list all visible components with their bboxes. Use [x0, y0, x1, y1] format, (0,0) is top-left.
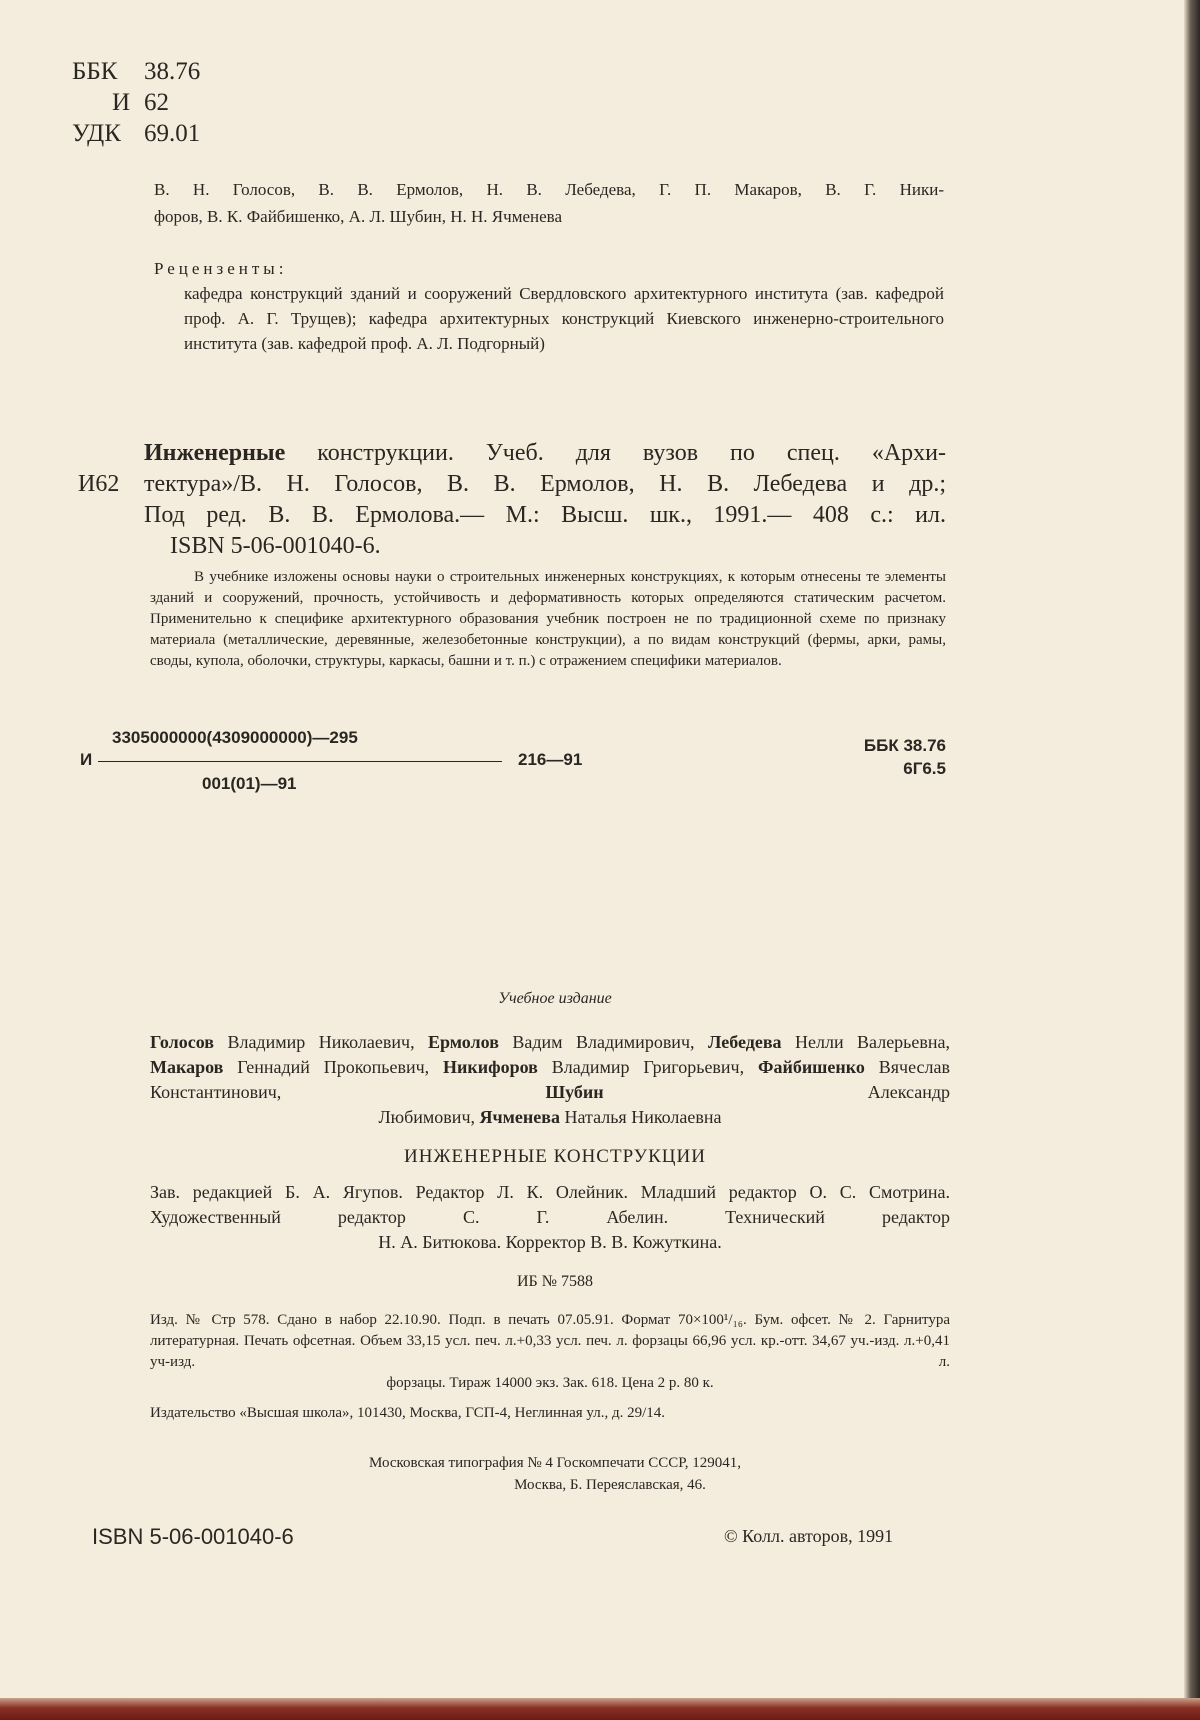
full-names-last-line	[150, 1105, 950, 1130]
printer-address	[0, 1452, 1110, 1496]
catalog-entry	[78, 438, 946, 562]
abstract-body: В учебнике изложены основы науки о строительных инженерных конструкциях, к которым отнесены те элементы зданий и сооружений, прочность, устойчивость и деформативность которых определяются статическим расчетом. Применительно к специфике архитектурного образования учебник построен не по традиционной схеме по признаку материала (металлические, деревянные, железобетонные конструкции), а по видам конструкций (фермы, арки, рамы, своды, купола, оболочки, структуры, каркасы, башни и т. п.) с отражением специфики материалов.	[150, 569, 946, 669]
author-surname: Шубин	[545, 1082, 604, 1102]
author-given: Наталья Николаевна	[559, 1107, 722, 1127]
catalog-line	[78, 500, 946, 531]
author-surname: Макаров	[150, 1057, 224, 1077]
author-surname: Ячменева	[479, 1107, 560, 1127]
fraction-lead: И	[80, 750, 93, 769]
catalog-line1: конструкции. Учеб. для вузов по спец. «Архи-	[317, 440, 946, 466]
fraction-numerator: 3305000000(4309000000)—295	[112, 728, 358, 747]
catalog-line	[78, 469, 946, 500]
code-value: 38.76	[144, 58, 201, 85]
bbk-block	[846, 734, 946, 780]
reviewers-text: кафедра конструкций зданий и сооружений Свердловского архитектурного института (зав. кафедрой проф. А. Г. Трущев); кафедра архитектурных конструкций Киевского инженерно-строительного института (зав. кафедрой проф. А. Л. Подгорный)	[184, 284, 944, 353]
authors-list	[154, 176, 944, 230]
authors-line: В. Н. Голосов, В. В. Ермолов, Н. В. Лебедева, Г. П. Макаров, В. Г. Ники-	[154, 180, 944, 199]
ib-number: ИБ № 7588	[516, 1273, 593, 1290]
isbn-footer: ISBN 5-06-001040-6	[92, 1524, 294, 1549]
code-key: ББК	[72, 58, 118, 85]
author-surname: Ермолов	[428, 1032, 499, 1052]
bbk-line: 6Г6.5	[903, 759, 946, 778]
author-given: Владимир Григорьевич,	[537, 1057, 758, 1077]
authors-line: форов, В. К. Файбишенко, А. Л. Шубин, Н. Н. Ячменева	[154, 207, 562, 226]
cover-edge	[0, 1698, 1200, 1720]
catalog-line2: тектура»/В. Н. Голосов, В. В. Ермолов, Н. В. Лебедева и др.;	[144, 471, 946, 497]
author-surname: Голосов	[150, 1032, 214, 1052]
catalog-line3: Под ред. В. В. Ермолова.— М.: Высш. шк., 1991.— 408 с.: ил.	[144, 502, 946, 528]
staff-text: Зав. редакцией Б. А. Ягупов. Редактор Л. К. Олейник. Младший редактор О. С. Смотрина. Художественный редактор С. Г. Абелин. Технический редактор	[150, 1182, 950, 1227]
author-given: Вячеслав Константинович,	[150, 1057, 950, 1102]
author-surname: Никифоров	[443, 1057, 538, 1077]
author-surname: Файбишенко	[757, 1057, 865, 1077]
author-given: Александр	[603, 1082, 950, 1102]
publisher-address: Издательство «Высшая школа», 101430, Москва, ГСП-4, Неглинная ул., д. 29/14.	[150, 1405, 666, 1421]
staff-last-line: Н. А. Битюкова. Корректор В. В. Кожуткина.	[378, 1232, 722, 1252]
printer-line: Москва, Б. Переяславская, 46.	[514, 1477, 706, 1493]
printer-line: Московская типография № 4 Госкомпечати СССР, 129041,	[369, 1455, 741, 1471]
author-given: Нелли Валерьевна,	[781, 1032, 950, 1052]
catalog-line	[78, 438, 946, 469]
bbk-line: ББК 38.76	[863, 736, 946, 755]
abstract-text	[150, 567, 946, 672]
catalog-isbn: ISBN 5-06-001040-6.	[170, 533, 381, 559]
catalog-fraction	[80, 728, 583, 794]
technical-data	[150, 1310, 950, 1394]
full-names-paragraph	[150, 1030, 950, 1105]
author-given: Вадим Владимирович,	[498, 1032, 708, 1052]
fraction-right: 216—91	[518, 750, 583, 769]
page-edge-shadow	[1184, 0, 1200, 1700]
fraction-rule	[98, 761, 502, 762]
catalog-mark: И62	[78, 471, 120, 497]
classification-codes	[72, 56, 200, 149]
book-title: ИНЖЕНЕРНЫЕ КОНСТРУКЦИИ	[404, 1146, 706, 1167]
code-row-bbk	[72, 56, 200, 87]
author-surname: Лебедева	[707, 1032, 782, 1052]
author-given: Владимир Николаевич,	[214, 1032, 429, 1052]
catalog-bold-word: Инженерные	[144, 440, 286, 466]
code-key: УДК	[72, 120, 121, 147]
tech-text: Изд. № Стр 578. Сдано в набор 22.10.90. Подп. в печать 07.05.91. Формат 70×100¹/₁₆. Бум. офсет. № 2. Гарнитура литературная. Печать офсетная. Объем 33,15 усл. печ. л.+0,33 усл. печ. л. форзацы 66,96 усл. кр.-отт. 34,67 уч.-изд. л.+0,41 уч-изд. л.	[150, 1312, 950, 1370]
code-value: 62	[144, 89, 169, 116]
catalog-line	[78, 531, 946, 562]
authors-full-names	[150, 1030, 950, 1130]
fraction-denominator: 001(01)—91	[202, 774, 297, 793]
code-key: И	[111, 89, 130, 116]
editorial-staff	[150, 1180, 950, 1255]
edition-type: Учебное издание	[498, 990, 612, 1007]
code-row-udk	[72, 118, 200, 149]
code-value: 69.01	[144, 120, 201, 147]
author-given: Геннадий Прокопьевич,	[223, 1057, 444, 1077]
code-row-i	[72, 87, 200, 118]
author-given: Любимович,	[378, 1107, 480, 1127]
copyright-notice: © Колл. авторов, 1991	[724, 1526, 894, 1546]
tech-last-line: форзацы. Тираж 14000 экз. Зак. 618. Цена 2 р. 80 к.	[386, 1375, 714, 1391]
reviewers-block	[154, 256, 944, 356]
reviewers-label: Рецензенты:	[154, 259, 288, 278]
